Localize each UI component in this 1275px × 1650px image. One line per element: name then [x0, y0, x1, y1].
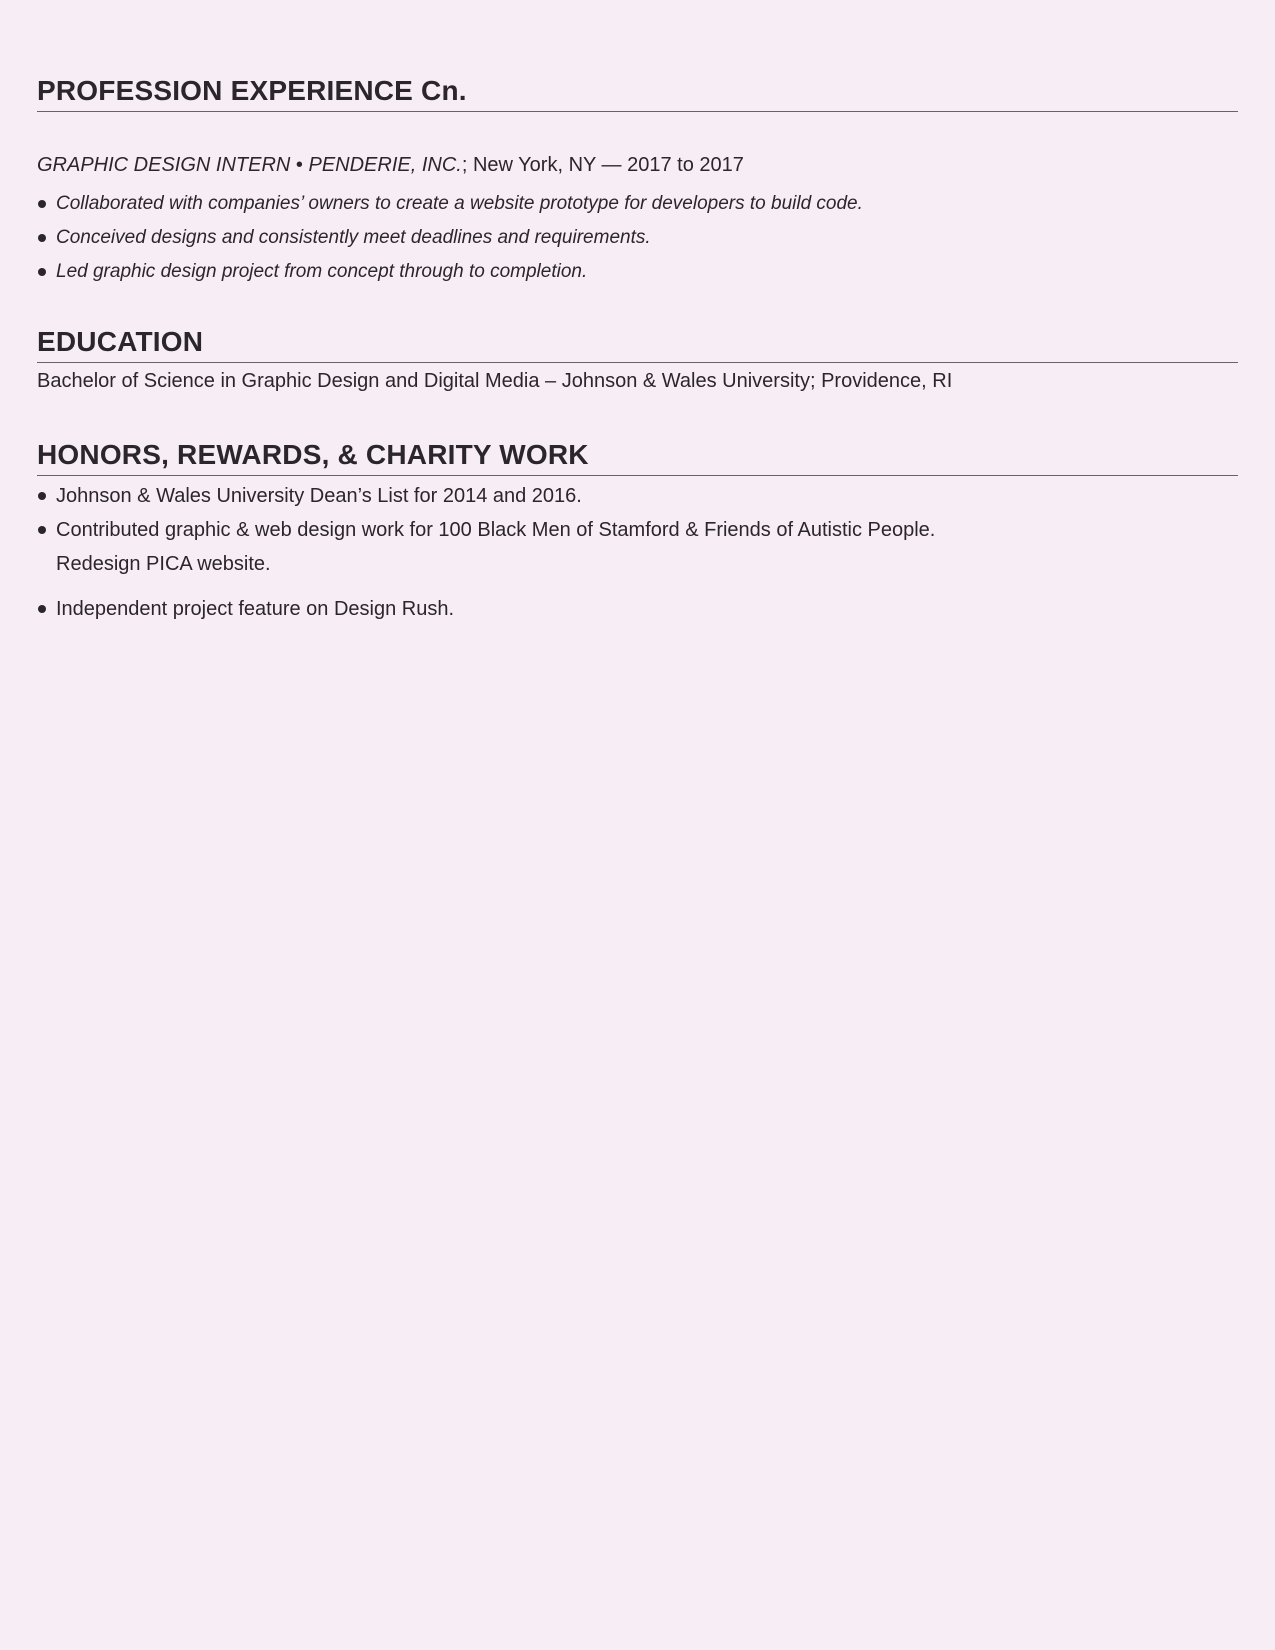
honor-text: Contributed graphic & web design work for 100 Black Men of Stamford & Friends of Autistic People. — [56, 519, 936, 541]
job-title-line — [37, 152, 744, 178]
list-item: Conceived designs and consistently meet deadlines and requirements. — [37, 221, 863, 255]
job-separator: • — [290, 154, 309, 176]
list-item: Led graphic design project from concept through to completion. — [37, 255, 863, 289]
job-role: GRAPHIC DESIGN INTERN — [37, 154, 291, 176]
education-heading: EDUCATION — [37, 325, 1238, 363]
job-company: PENDERIE, INC. — [308, 154, 462, 176]
honors-heading: HONORS, REWARDS, & CHARITY WORK — [37, 438, 1238, 476]
education-degree: Bachelor of Science in Graphic Design and Digital Media – Johnson & Wales University; Providence, RI — [37, 370, 953, 392]
honors-bullet-list — [37, 479, 935, 626]
list-item — [37, 479, 935, 513]
list-item — [37, 592, 935, 626]
list-item: Collaborated with companies’ owners to create a website prototype for developers to build code. — [37, 187, 863, 221]
honor-text-continued: Redesign PICA website. — [56, 553, 271, 575]
honor-text: Johnson & Wales University Dean’s List for 2014 and 2016. — [56, 485, 582, 507]
job-location-dates: ; New York, NY — 2017 to 2017 — [461, 154, 744, 176]
list-item — [37, 513, 935, 581]
experience-heading: PROFESSION EXPERIENCE Cn. — [37, 74, 1238, 112]
experience-bullet-list — [37, 187, 863, 289]
honor-text: Independent project feature on Design Rush. — [56, 598, 455, 620]
